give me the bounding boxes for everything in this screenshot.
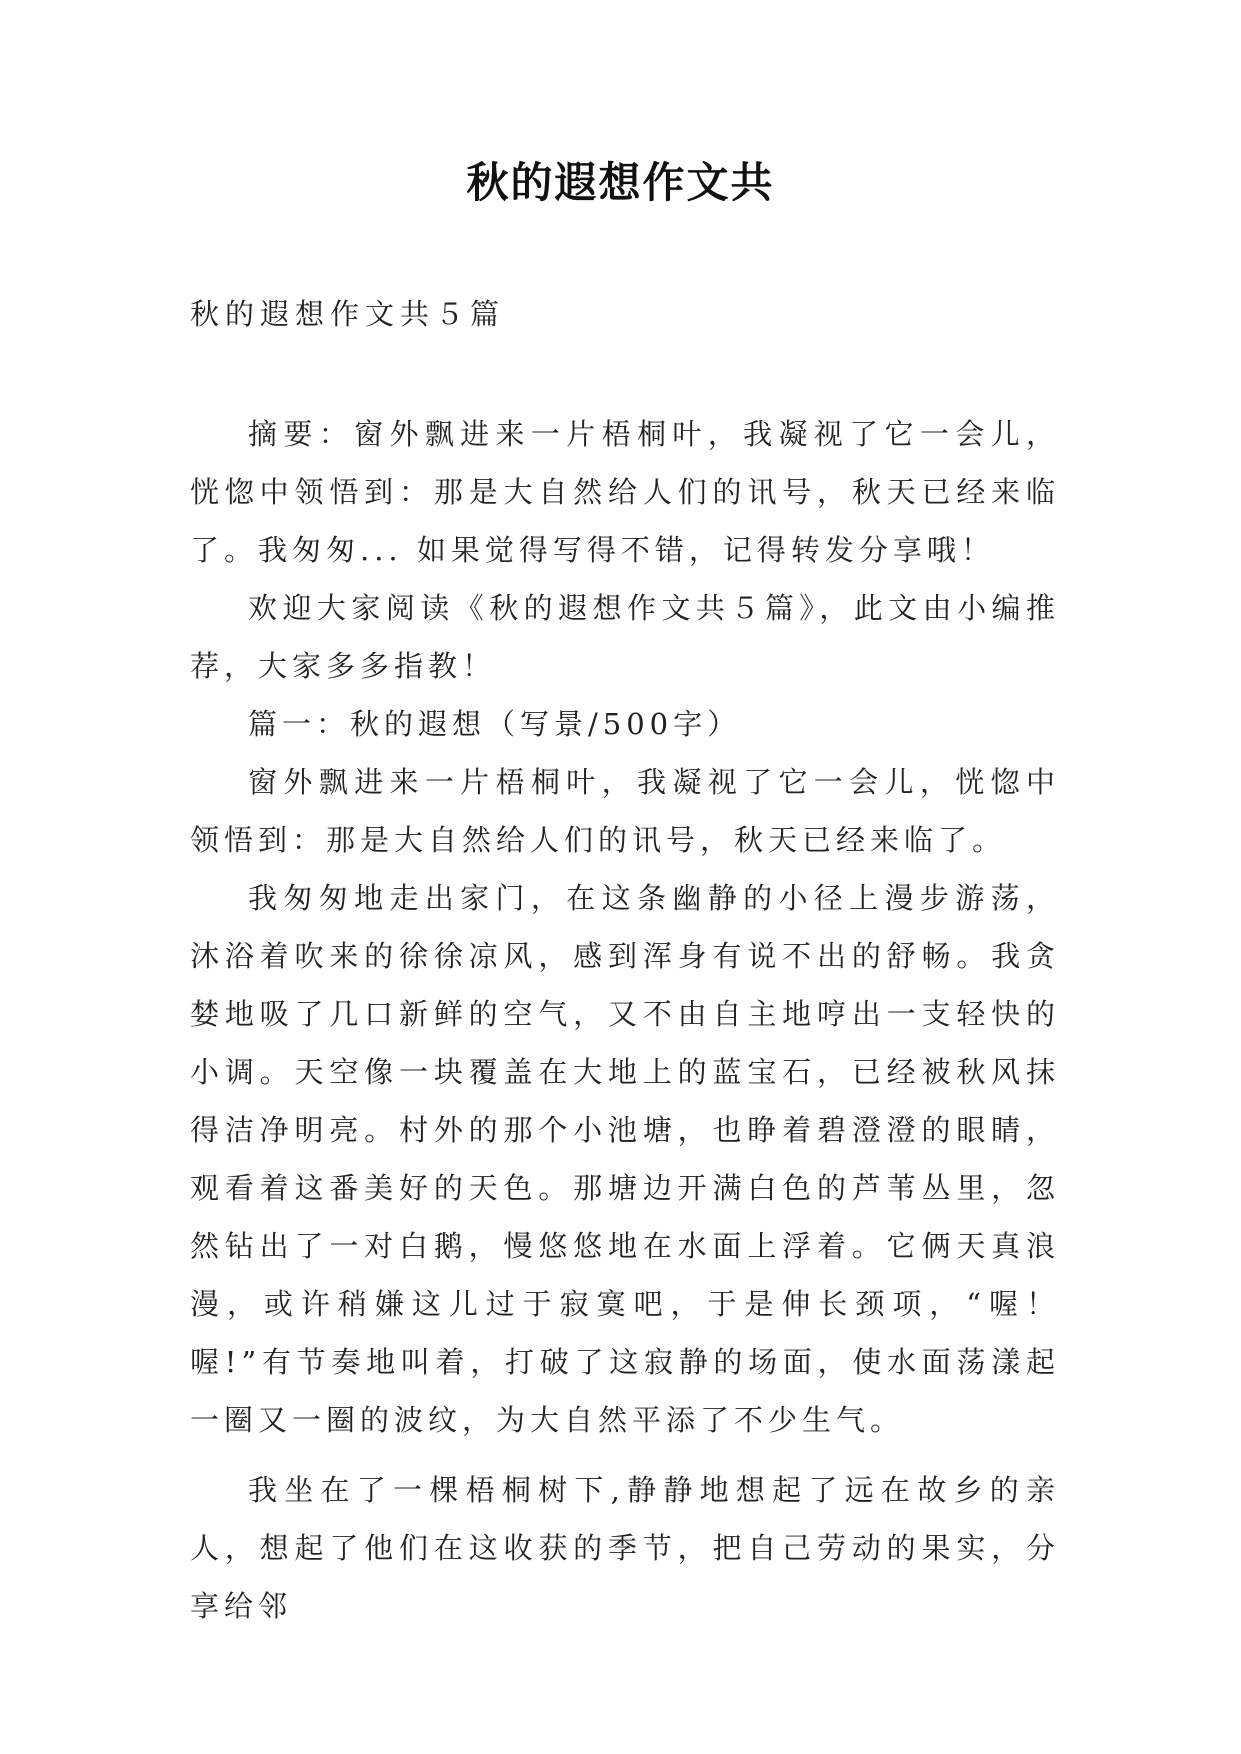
welcome-paragraph: 欢迎大家阅读《秋的遐想作文共５篇》，此文由小编推荐，大家多多指教！ [190, 591, 1060, 683]
document-body [190, 405, 1060, 1635]
document-subtitle: 秋的遐想作文共５篇 [190, 297, 506, 331]
abstract-paragraph: 摘要：窗外飘进来一片梧桐叶，我凝视了它一会儿，恍惚中领悟到：那是大自然给人们的讯号，秋天已经来临了。我匆匆... 如果觉得写得不错，记得转发分享哦！ [190, 417, 1060, 567]
body-paragraph: 我匆匆地走出家门，在这条幽静的小径上漫步游荡，沐浴着吹来的徐徐凉风，感到浑身有说不出的舒畅。我贪婪地吸了几口新鲜的空气，又不由自主地哼出一支轻快的小调。天空像一块覆盖在大地上的蓝宝石，已经被秋风抹得洁净明亮。村外的那个小池塘，也睁着碧澄澄的眼睛，观看着这番美好的天色。那塘边开满白色的芦苇丛里，忽然钻出了一对白鹅，慢悠悠地在水面上浮着。它俩天真浪漫，或许稍嫌这儿过于寂寞吧，于是伸长颈项，“喔！喔!”有节奏地叫着，打破了这寂静的场面，使水面荡漾起一圈又一圈的波纹，为大自然平添了不少生气。 [190, 881, 1060, 1437]
body-paragraph: 窗外飘进来一片梧桐叶，我凝视了它一会儿，恍惚中领悟到：那是大自然给人们的讯号，秋天已经来临了。 [190, 765, 1060, 857]
body-paragraph: 我坐在了一棵梧桐树下,静静地想起了远在故乡的亲人，想起了他们在这收获的季节，把自己劳动的果实，分享给邻 [190, 1473, 1060, 1623]
document-title: 秋的遐想作文共 [466, 158, 775, 207]
section-heading: 篇一：秋的遐想（写景/500字） [248, 707, 742, 741]
